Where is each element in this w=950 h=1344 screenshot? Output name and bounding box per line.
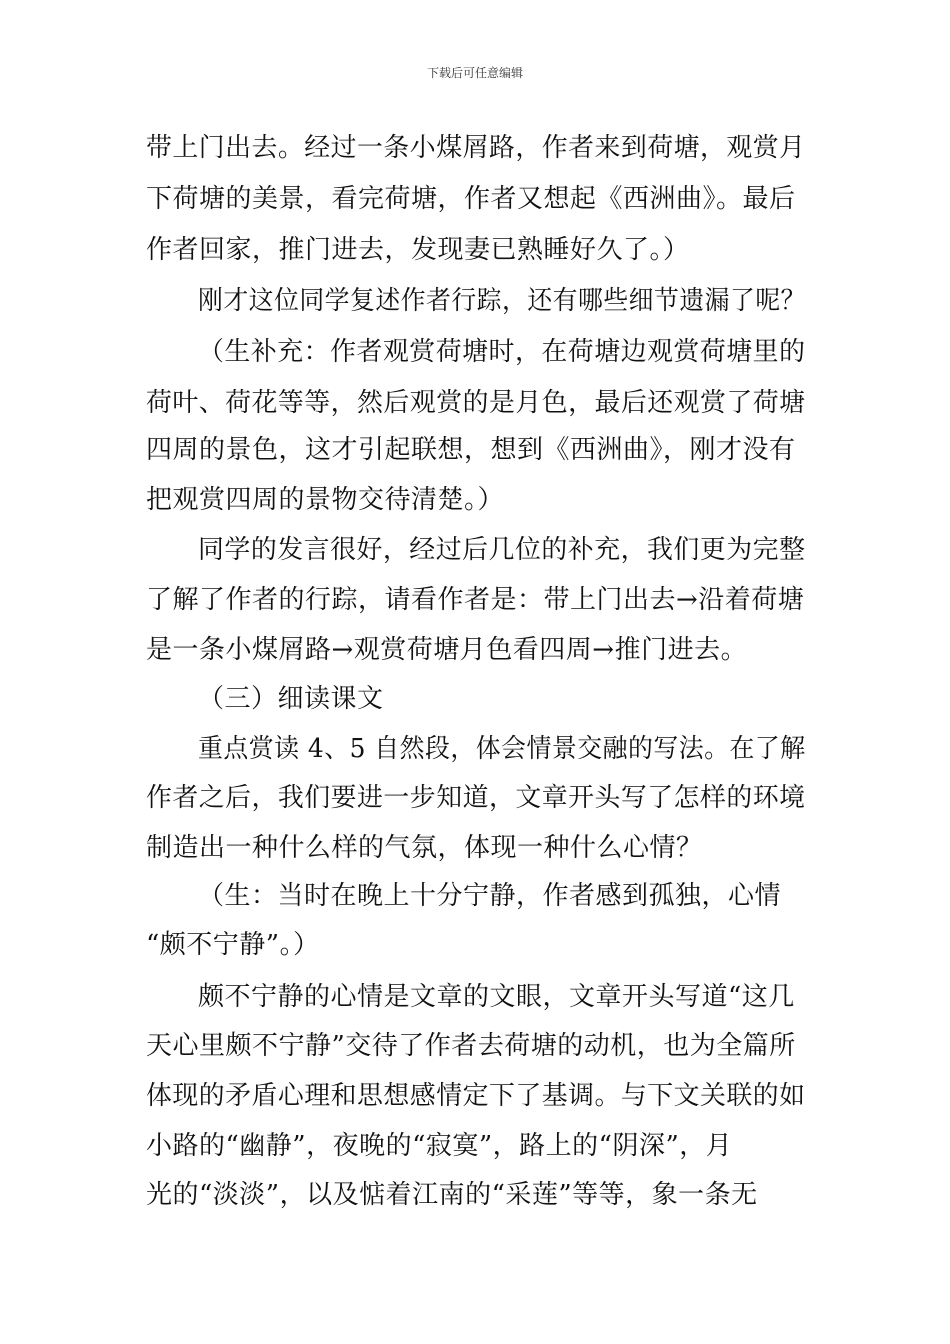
- text-line: 小路的“幽静”，夜晚的“寂寞”，路上的“阴深”，月: [146, 1131, 733, 1161]
- text-line: 是一条小煤屑路→观赏荷塘月色看四周→推门进去。: [146, 635, 748, 665]
- text-line: 制造出一种什么样的气氛，体现一种什么心情？: [146, 833, 703, 863]
- text-line: 下荷塘的美景，看完荷塘，作者又想起《西洲曲》。最后: [146, 184, 796, 214]
- text-line: 带上门出去。经过一条小煤屑路，作者来到荷塘，观赏月: [146, 133, 806, 163]
- text-line: 把观赏四周的景物交待清楚。）: [146, 485, 505, 515]
- text-line: 同学的发言很好，经过后几位的补充，我们更为完整: [198, 535, 806, 565]
- text-line: 作者回家，推门进去，发现妻已熟睡好久了。）: [146, 235, 690, 265]
- text-line: 天心里颇不宁静”交待了作者去荷塘的动机，也为全篇所: [146, 1031, 796, 1061]
- section-heading: （三）细读课文: [198, 684, 384, 714]
- page-header: 下载后可任意编辑: [426, 66, 523, 80]
- text-line: 光的“淡淡”，以及惦着江南的“采莲”等等，象一条无: [146, 1180, 758, 1210]
- text-line: 四周的景色，这才引起联想，想到《西洲曲》，刚才没有: [146, 435, 796, 465]
- text-line: 了解了作者的行踪，请看作者是：带上门出去→沿着荷塘: [146, 585, 805, 615]
- text-line: 荷叶、荷花等等，然后观赏的是月色，最后还观赏了荷塘: [146, 388, 806, 418]
- text-line: “颇不宁静”。）: [146, 930, 320, 960]
- text-line: 体现的矛盾心理和思想感情定下了基调。与下文关联的如: [146, 1081, 806, 1111]
- text-line: 作者之后，我们要进一步知道，文章开头写了怎样的环境: [146, 783, 806, 813]
- text-line: 颇不宁静的心情是文章的文眼，文章开头写道“这几: [198, 982, 795, 1012]
- text-line: 重点赏读 4、5 自然段，体会情景交融的写法。在了解: [198, 734, 806, 764]
- text-line: 刚才这位同学复述作者行踪，还有哪些细节遗漏了呢？: [198, 286, 807, 316]
- text-line: （生：当时在晚上十分宁静，作者感到孤独，心情: [198, 881, 782, 911]
- text-line: （生补充：作者观赏荷塘时，在荷塘边观赏荷塘里的: [198, 337, 806, 367]
